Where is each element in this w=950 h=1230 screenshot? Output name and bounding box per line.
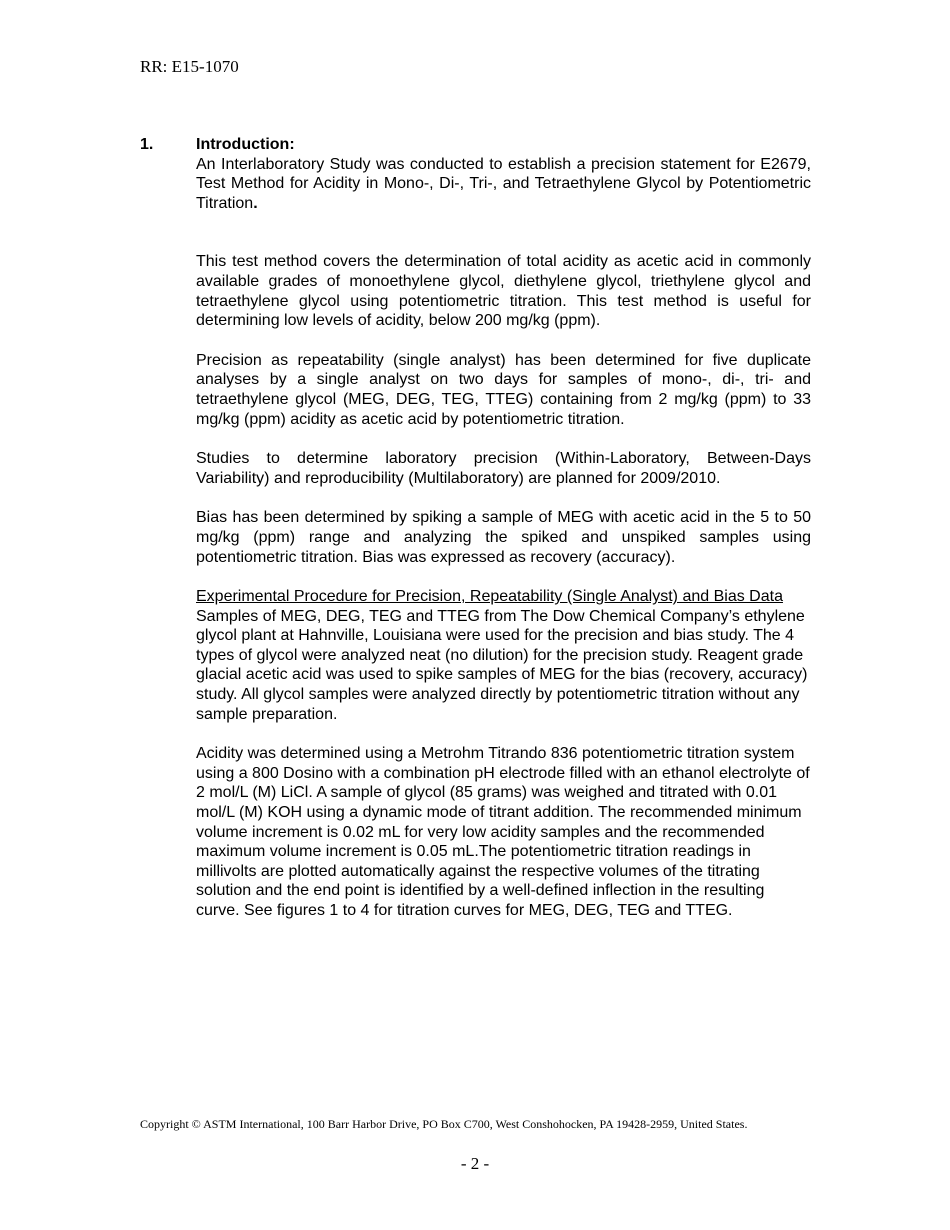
page-number: - 2 -	[460, 1154, 490, 1173]
intro-text: An Interlaboratory Study was conducted to establish a precision statement for E2679, Test Method for Acidity in Mono-, Di-, Tri-, and Tetraethylene Glycol by Potentiometric Titration	[196, 155, 811, 212]
section-number: 1.	[140, 136, 154, 153]
report-id: RR: E15-1070	[140, 57, 239, 76]
paragraph-bias: Bias has been determined by spiking a sample of MEG with acetic acid in the 5 to 50 mg/kg (ppm) range and analyzing the spiked and unspiked samples using potentiometric titration. Bias was expressed as recovery (accuracy).	[196, 509, 811, 566]
introduction-section	[140, 135, 812, 921]
paragraph-precision: Precision as repeatability (single analyst) has been determined for five duplicate analyses by a single analyst on two days for samples of mono-, di-, tri- and tetraethylene glycol (MEG, DEG, TEG, TTEG) containing from 2 mg/kg (ppm) to 33 mg/kg (ppm) acidity as acetic acid by potentiometric titration.	[196, 351, 811, 428]
section-content	[196, 135, 811, 921]
intro-period: .	[253, 194, 258, 212]
intro-paragraph	[196, 155, 811, 214]
section-title: Introduction:	[196, 136, 295, 153]
paragraph-studies: Studies to determine laboratory precision (Within-Laboratory, Between-Days Variability) and reproducibility (Multilaboratory) are planned for 2009/2010.	[196, 450, 811, 487]
paragraph-scope: This test method covers the determination of total acidity as acetic acid in commonly available grades of monoethylene glycol, diethylene glycol, triethylene glycol and tetraethylene glycol using potentiometric titration. This test method is useful for determining low levels of acidity, below 200 mg/kg (ppm).	[196, 253, 811, 330]
paragraph-samples: Samples of MEG, DEG, TEG and TTEG from The Dow Chemical Company’s ethylene glycol plant at Hahnville, Louisiana were used for the precision and bias study. The 4 types of glycol were analyzed neat (no dilution) for the precision study. Reagent grade glacial acetic acid was used to spike samples of MEG for the bias (recovery, accuracy) study. All glycol samples were analyzed directly by potentiometric titration without any sample preparation.	[196, 607, 808, 723]
copyright-notice: Copyright © ASTM International, 100 Barr Harbor Drive, PO Box C700, West Conshohocken, PA 19428-2959, United States.	[140, 1117, 748, 1131]
procedure-subheading: Experimental Procedure for Precision, Repeatability (Single Analyst) and Bias Data	[196, 588, 783, 606]
paragraph-acidity-method: Acidity was determined using a Metrohm Titrando 836 potentiometric titration system using a 800 Dosino with a combination pH electrode filled with an ethanol electrolyte of 2 mol/L (M) LiCl. A sample of glycol (85 grams) was weighed and titrated with 0.01 mol/L (M) KOH using a dynamic mode of titrant addition. The recommended minimum volume increment is 0.02 mL for very low acidity samples and the recommended maximum volume increment is 0.05 mL.The potentiometric titration readings in millivolts are plotted automatically against the respective volumes of the titrating solution and the end point is identified by a well-defined inflection in the resulting curve. See figures 1 to 4 for titration curves for MEG, DEG, TEG and TTEG.	[196, 745, 810, 919]
